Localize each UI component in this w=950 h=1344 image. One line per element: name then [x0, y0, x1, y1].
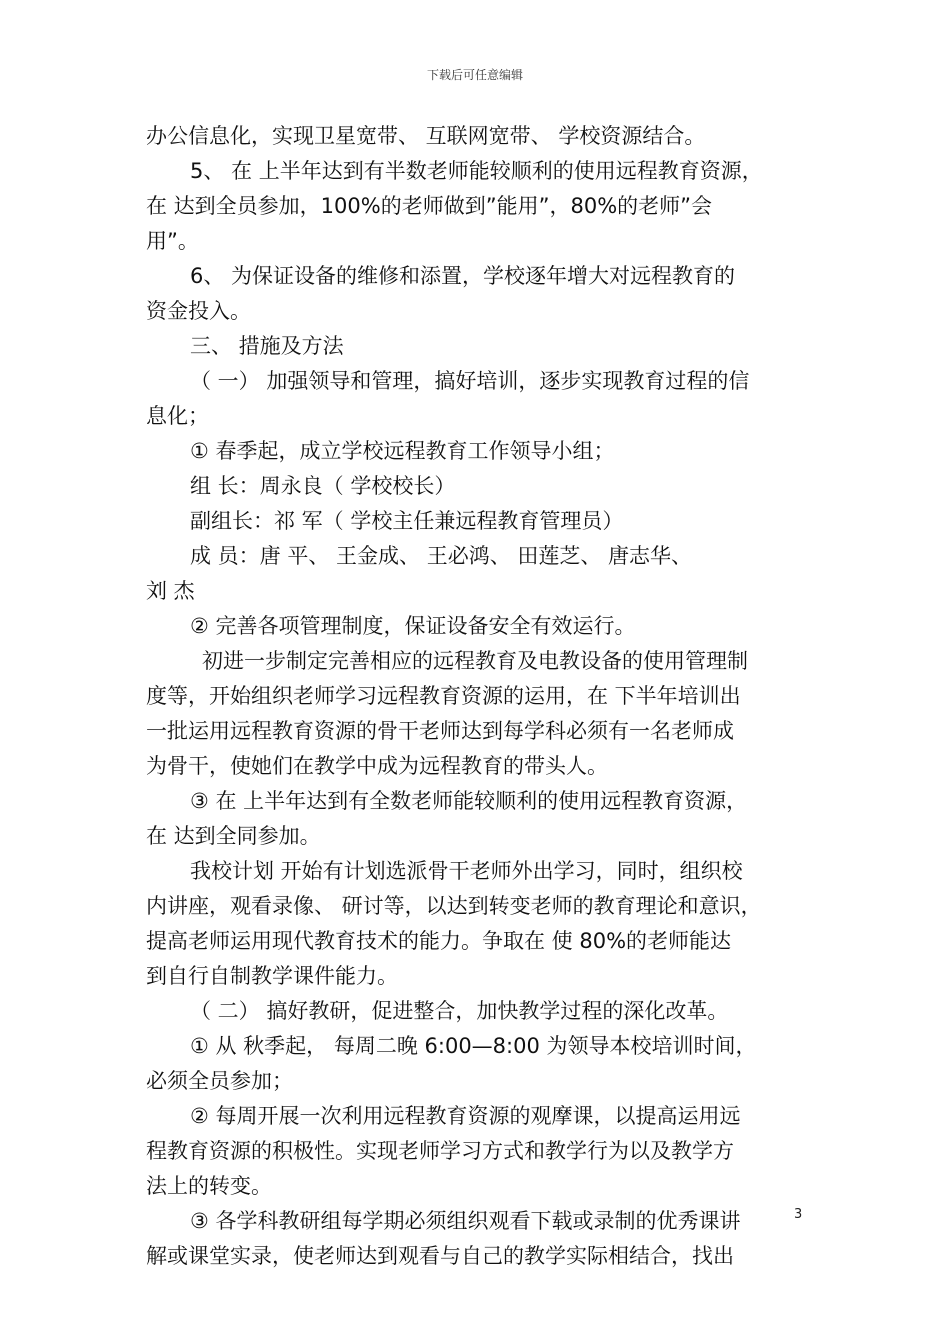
page-number: 3 [794, 1207, 803, 1222]
page-header: 下载后可任意编辑 [426, 68, 523, 82]
text-line: ③ 在 上半年达到有全数老师能较顺利的使用远程教育资源， [190, 789, 748, 813]
text-line: （ 二） 搞好教研，促进整合，加快教学过程的深化改革。 [190, 999, 729, 1023]
text-line: 为骨干，使她们在教学中成为远程教育的带头人。 [146, 754, 608, 778]
text-line: 5、 在 上半年达到有半数老师能较顺利的使用远程教育资源， [190, 159, 763, 183]
text-line: 提高老师运用现代教育技术的能力。争取在 使 80%的老师能达 [146, 929, 732, 953]
text-line: 解或课堂实录，使老师达到观看与自己的教学实际相结合，找出 [146, 1244, 734, 1268]
text-line: 内讲座，观看录像、 研讨等，以达到转变老师的教育理论和意识， [146, 894, 762, 918]
text-line: 我校计划 开始有计划选派骨干老师外出学习，同时，组织校 [190, 859, 743, 883]
text-line: ② 每周开展一次利用远程教育资源的观摩课，以提高运用远 [190, 1104, 741, 1128]
text-line: ① 春季起，成立学校远程教育工作领导小组； [190, 439, 615, 463]
text-line: 息化； [146, 404, 209, 428]
text-line: 度等，开始组织老师学习远程教育资源的运用，在 下半年培训出 [146, 684, 741, 708]
text-line: ② 完善各项管理制度，保证设备安全有效运行。 [190, 614, 636, 638]
text-line: 程教育资源的积极性。实现老师学习方式和教学行为以及教学方 [146, 1139, 734, 1163]
text-line: 组 长：周永良（ 学校校长） [190, 474, 456, 498]
text-line: 副组长：祁 军（ 学校主任兼远程教育管理员） [190, 509, 624, 533]
text-line: 在 达到全员参加，100%的老师做到”能用”，80%的老师”会 [146, 194, 713, 218]
text-line: 三、 措施及方法 [190, 334, 344, 358]
text-line: 到自行自制教学课件能力。 [146, 964, 398, 988]
text-line: 一批运用远程教育资源的骨干老师达到每学科必须有一名老师成 [146, 719, 734, 743]
text-line: （ 一） 加强领导和管理，搞好培训，逐步实现教育过程的信 [190, 369, 750, 393]
text-line: ③ 各学科教研组每学期必须组织观看下载或录制的优秀课讲 [190, 1209, 741, 1233]
document-body [146, 119, 810, 1274]
text-line: 办公信息化，实现卫星宽带、 互联网宽带、 学校资源结合。 [146, 124, 706, 148]
text-line: 必须全员参加； [146, 1069, 293, 1093]
text-line: 初进一步制定完善相应的远程教育及电教设备的使用管理制 [202, 649, 748, 673]
text-line: 法上的转变。 [146, 1174, 272, 1198]
text-line: 刘 杰 [146, 579, 195, 603]
text-line: 资金投入。 [146, 299, 251, 323]
text-line: 用”。 [146, 229, 199, 253]
text-line: ① 从 秋季起， 每周二晚 6:00—8:00 为领导本校培训时间， [190, 1034, 757, 1058]
text-line: 成 员：唐 平、 王金成、 王必鸿、 田莲芝、 唐志华、 [190, 544, 693, 568]
text-line: 在 达到全同参加。 [146, 824, 321, 848]
text-line: 6、 为保证设备的维修和添置，学校逐年增大对远程教育的 [190, 264, 736, 288]
